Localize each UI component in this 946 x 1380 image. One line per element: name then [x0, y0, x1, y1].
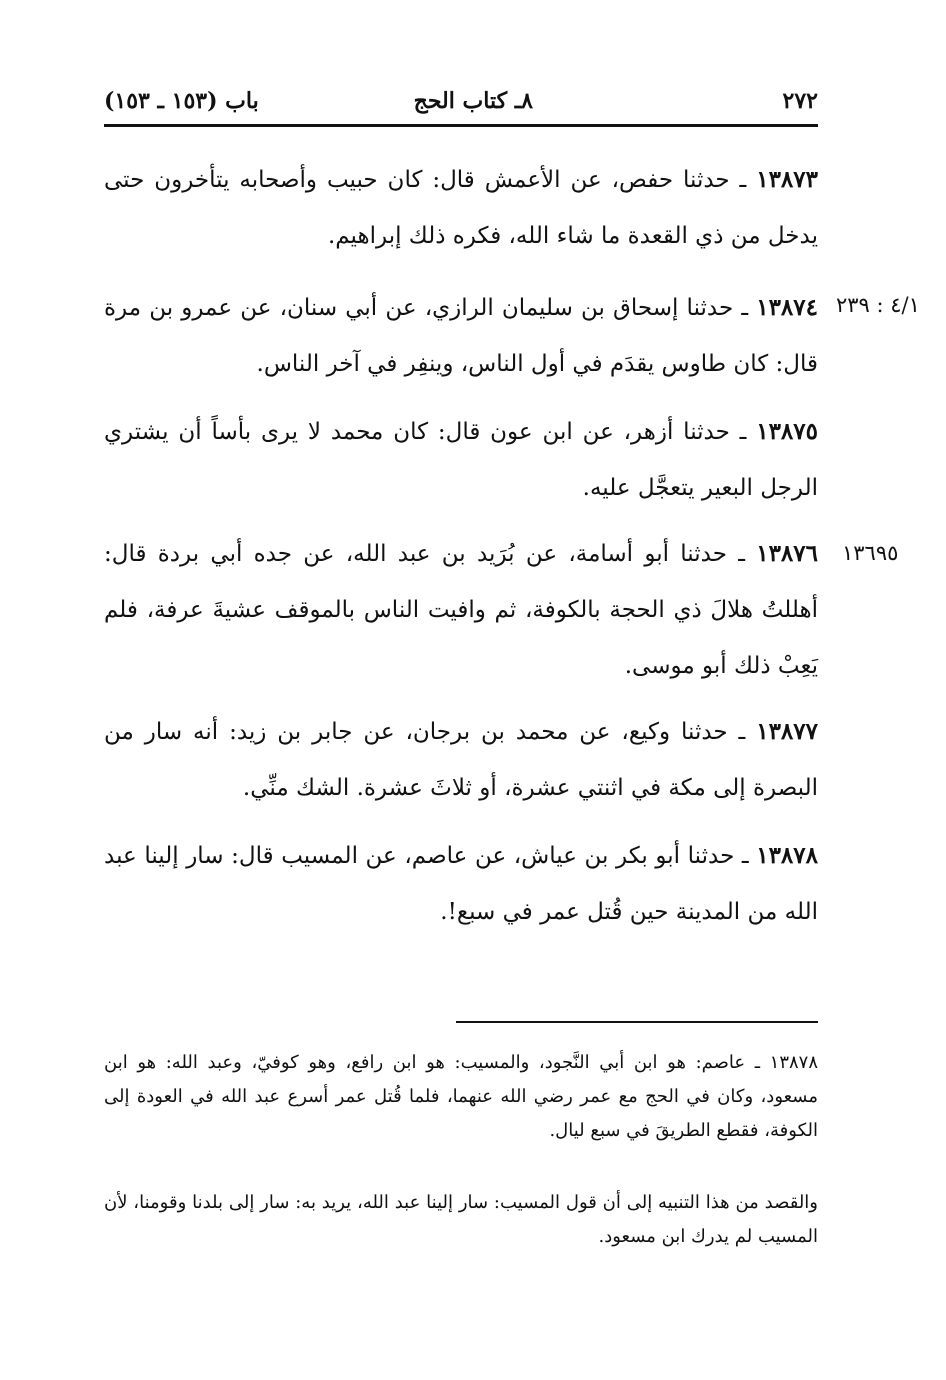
footnote-note: والقصد من هذا التنبيه إلى أن قول المسيب: سار إلينا عبد الله، يريد به: سار إلى بلدنا وقومنا، لأن المسيب لم يدرك ابن مسعود.	[104, 1192, 818, 1247]
hadith-text: ـ حدثنا إسحاق بن سليمان الرازي، عن أبي سنان، عن عمرو بن مرة قال: كان طاوس يقدَم في أول الناس، وينفِر في آخر الناس.	[104, 295, 818, 377]
hadith-13877	[104, 704, 818, 816]
page-number: ٢٧٢	[782, 88, 818, 114]
hadith-13873	[104, 152, 818, 264]
margin-reference: ١٣٦٩٥	[842, 541, 899, 565]
hadith-13875	[104, 404, 818, 516]
hadith-number: ١٣٨٧٨	[756, 842, 818, 869]
hadith-text: ـ حدثنا حفص، عن الأعمش قال: كان حبيب وأصحابه يتأخرون حتى يدخل من ذي القعدة ما شاء الله، فكره ذلك إبراهيم.	[104, 167, 818, 249]
hadith-text: ـ حدثنا أبو أسامة، عن بُرَيد بن عبد الله، عن جده أبي بردة قال: أهللتُ هلالَ ذي الحجة بالكوفة، ثم وافيت الناس بالموقف عشيةَ عرفة، فلم يَعِبْ ذلك أبو موسى.	[104, 541, 818, 679]
hadith-number: ١٣٨٧٥	[756, 418, 818, 445]
footnote-divider	[456, 1021, 818, 1023]
hadith-13874	[104, 280, 818, 392]
book-title: ٨ـ كتاب الحج	[413, 88, 533, 114]
margin-reference: ٤/١ : ٢٣٩	[836, 293, 920, 317]
hadith-number: ١٣٨٧٦	[756, 540, 818, 567]
hadith-13878	[104, 828, 818, 940]
hadith-number: ١٣٨٧٧	[756, 718, 818, 745]
hadith-number: ١٣٨٧٣	[756, 166, 818, 193]
hadith-text: ـ حدثنا أبو بكر بن عياش، عن عاصم، عن المسيب قال: سار إلينا عبد الله من المدينة حين قُتل عمر في سبع!.	[104, 843, 818, 925]
hadith-number: ١٣٨٧٤	[756, 294, 818, 321]
footnote-13878: ١٣٨٧٨ ـ عاصم: هو ابن أبي النَّجود، والمسيب: هو ابن رافع، وهو كوفيّ، وعبد الله: هو ابن مسعود، وكان في الحج مع عمر رضي الله عنهما، فلما قُتل عمر أسرع عبد الله في العودة إلى الكوفة، فقطع الطريقَ في سبع ليال.	[104, 1052, 818, 1141]
hadith-text: ـ حدثنا أزهر، عن ابن عون قال: كان محمد لا يرى بأساً أن يشتري الرجل البعير يتعجَّل عليه.	[104, 419, 818, 501]
header-divider	[104, 124, 818, 127]
hadith-text: ـ حدثنا وكيع، عن محمد بن برجان، عن جابر بن زيد: أنه سار من البصرة إلى مكة في اثنتي عشرة، أو ثلاثَ عشرة. الشك منِّي.	[104, 719, 818, 801]
hadith-13876	[104, 526, 818, 694]
page-header	[104, 82, 818, 122]
chapter-title: باب (١٥٣ ـ ١٥٣)	[104, 88, 259, 114]
